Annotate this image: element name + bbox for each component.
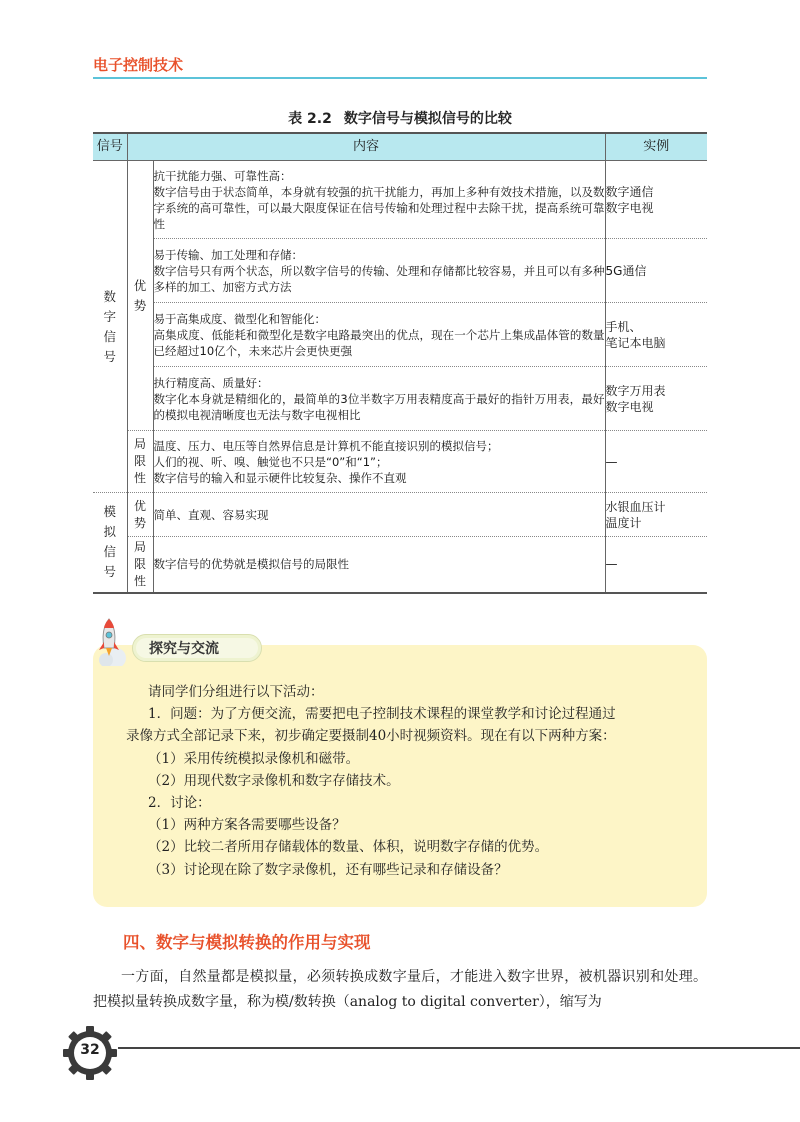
explore-body [116,681,696,881]
table-caption-text: 数字信号与模拟信号的比较 [343,111,512,127]
row-content [153,431,605,493]
explore-line: （3）讨论现在除了数字录像机，还有哪些记录和存储设备？ [148,861,508,878]
header-signal: 信号 [93,133,127,161]
row-example-text: 水银血压计 温度计 [605,499,666,530]
analog-signal-label: 模拟信号 [103,504,116,580]
analog-limitation-cell [127,537,153,593]
row-content-text: 抗干扰能力强、可靠性高： 数字信号由于状态简单，本身就有较强的抗干扰能力，再加上多种有效技术措施，以及数字系统的高可靠性，可以最大限度保证在信号传输和处理过程中去除干扰，提高系统可靠性 [153,168,605,231]
explore-line: （1）两种方案各需要哪些设备？ [148,817,346,834]
row-content-text: 易于高集成度、微型化和智能化： 高集成度、低能耗和微型化是数字电路最突出的优点，现在一个芯片上集成晶体管的数量已经超过10亿个，未来芯片会更快更强 [153,311,605,358]
table-row [93,493,707,537]
explore-line: 请同学们分组进行以下活动： [148,684,324,700]
row-content-text: 简单、直观、容易实现 [153,507,269,522]
footer-rule [118,1047,800,1049]
page-number: 32 [80,1042,100,1058]
row-content [153,367,605,431]
table-row [93,303,707,367]
digital-advantage-label: 优势 [133,277,147,313]
row-content-text: 数字信号的优势就是模拟信号的局限性 [153,557,349,572]
row-example [605,161,707,239]
digital-signal-cell [93,161,127,493]
digital-signal-label: 数字信号 [103,288,116,364]
running-header-title: 电子控制技术 [93,56,184,74]
table-header-row [93,133,707,161]
header-rule [93,77,707,79]
rocket-icon [88,616,130,666]
row-example-text: 数字通信 数字电视 [605,184,654,215]
row-example-text: 手机、 笔记本电脑 [605,319,666,350]
row-content [153,537,605,593]
explore-label-text: 探究与交流 [149,641,219,657]
table-caption [93,108,707,128]
header-example: 实例 [605,133,707,161]
row-content [153,161,605,239]
row-example [605,431,707,493]
row-example [605,239,707,303]
digital-advantage-cell [127,161,153,431]
analog-limitation-label: 局限性 [133,539,146,588]
body-paragraph: 一方面，自然量都是模拟量，必须转换成数字量后，才能进入数字世界，被机器识别和处理。把模拟量转换成数字量，称为模/数转换（analog to digital converter），缩写为 [93,969,707,1010]
row-content-text: 温度、压力、电压等自然界信息是计算机不能直接识别的模拟信号； 人们的视、听、嗅、触觉也不只是“0”和“1”； 数字信号的输入和显示硬件比较复杂、操作不直观 [153,438,499,485]
table-row [93,161,707,239]
row-content [153,303,605,367]
analog-advantage-label: 优势 [133,498,146,530]
row-content [153,239,605,303]
table-row [93,239,707,303]
row-example [605,303,707,367]
comparison-table [93,132,707,594]
row-example-text: — [605,557,618,572]
analog-signal-cell [93,493,127,593]
table-row [93,537,707,593]
explore-line: （1）采用传统模拟录像机和磁带。 [148,750,360,767]
explore-line: 录像方式全部记录下来，初步确定要摄制40小时视频资料。现在有以下两种方案： [126,728,616,745]
row-example [605,493,707,537]
row-example-text: 数字万用表 数字电视 [605,383,666,414]
row-example-text: 5G通信 [605,263,647,278]
row-example [605,367,707,431]
explore-line: 2．讨论： [148,795,211,812]
explore-line: 1．问题：为了方便交流，需要把电子控制技术课程的课堂教学和讨论过程通过 [148,706,616,723]
row-example-text: — [605,454,618,469]
row-example [605,537,707,593]
explore-line: （2）用现代数字录像机和数字存储技术。 [148,772,400,789]
row-content-text: 执行精度高、质量好： 数字化本身就是精细化的，最简单的3位半数字万用表精度高于最好的指针万用表，最好的模拟电视清晰度也无法与数字电视相比 [153,375,605,422]
table-caption-number: 表 2.2 [288,111,332,127]
digital-limitation-cell [127,431,153,493]
explore-section-label [132,634,262,662]
analog-advantage-cell [127,493,153,537]
table-row [93,431,707,493]
section-heading: 四、数字与模拟转换的作用与实现 [123,933,371,952]
table-row [93,367,707,431]
explore-line: （2）比较二者所用存储载体的数量、体积，说明数字存储的优势。 [148,839,549,856]
header-content: 内容 [127,133,605,161]
row-content-text: 易于传输、加工处理和存储： 数字信号只有两个状态，所以数字信号的传输、处理和存储都比较容易，并且可以有多种多样的加工、加密方式方法 [153,247,605,294]
digital-limitation-label: 局限性 [133,437,146,485]
row-content [153,493,605,537]
